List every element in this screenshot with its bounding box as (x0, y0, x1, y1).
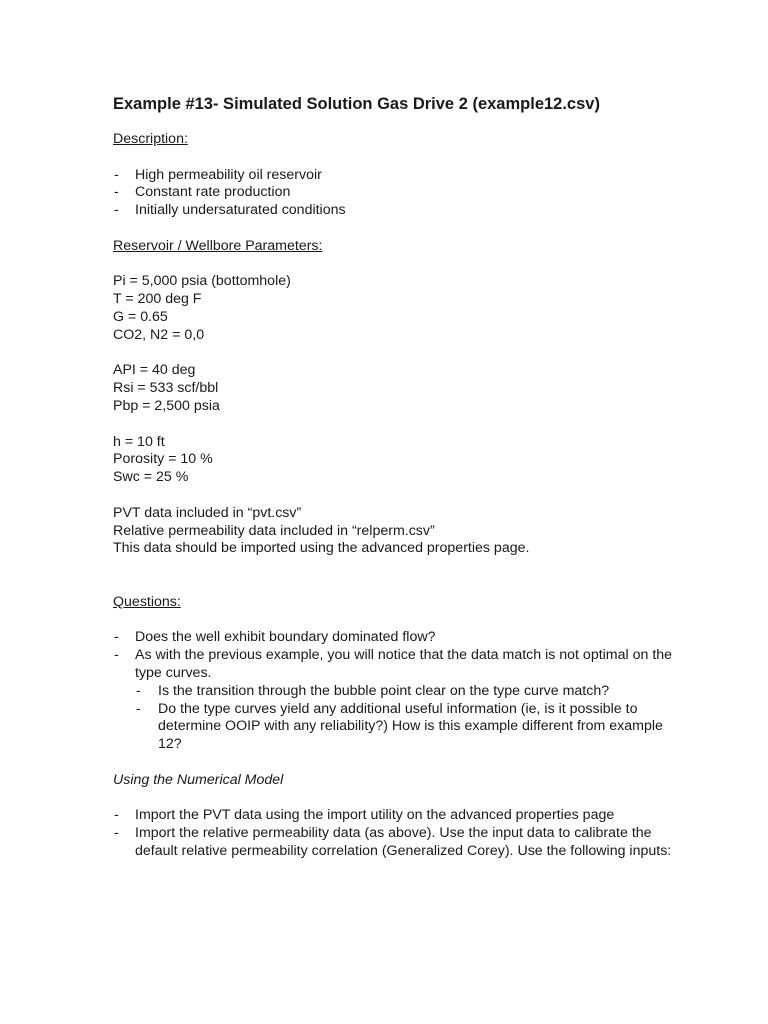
parameter-line: CO2, N2 = 0,0 (113, 326, 205, 343)
data-note: PVT data included in “pvt.csv” (113, 504, 302, 521)
parameter-line: Pbp = 2,500 psia (113, 397, 220, 414)
list-item: - High permeability oil reservoir (113, 167, 673, 185)
document-page (113, 94, 673, 861)
parameter-line: API = 40 deg (113, 362, 196, 379)
data-note: Relative permeability data included in “relperm.csv” (113, 522, 435, 539)
parameter-line: Swc = 25 % (113, 469, 189, 486)
questions-list (113, 629, 673, 754)
list-item: - Does the well exhibit boundary dominated flow? (113, 629, 673, 647)
list-item (113, 647, 673, 754)
list-item: - Initially undersaturated conditions (113, 202, 673, 220)
parameters-heading: Reservoir / Wellbore Parameters: (113, 237, 323, 254)
parameter-line: T = 200 deg F (113, 291, 202, 308)
list-item-text: As with the previous example, you will notice that the data match is not optimal on the type curves. (135, 647, 673, 681)
list-item: - Constant rate production (113, 184, 673, 202)
sub-list-item: - Do the type curves yield any additional useful information (ie, is it possible to determine OOIP with any reliability?) How is this example different from example 12? (135, 701, 673, 754)
data-note: This data should be imported using the advanced properties page. (113, 540, 530, 557)
parameter-line: h = 10 ft (113, 433, 165, 450)
sub-list-item: - Is the transition through the bubble point clear on the type curve match? (135, 683, 673, 701)
parameter-line: Pi = 5,000 psia (bottomhole) (113, 273, 291, 290)
parameter-line: Porosity = 10 % (113, 451, 213, 468)
page-title: Example #13- Simulated Solution Gas Drive 2 (example12.csv) (113, 95, 600, 113)
numerical-list (113, 807, 673, 860)
questions-heading: Questions: (113, 593, 181, 610)
parameter-line: Rsi = 533 scf/bbl (113, 380, 219, 397)
questions-sublist (135, 683, 673, 754)
description-list (113, 167, 673, 220)
parameter-line: G = 0.65 (113, 308, 168, 325)
list-item: - Import the relative permeability data (as above). Use the input data to calibrate the default relative permeability correlation (Generalized Corey). Use the following inputs: (113, 825, 673, 861)
numerical-heading: Using the Numerical Model (113, 771, 284, 788)
description-heading: Description: (113, 131, 188, 147)
list-item: - Import the PVT data using the import utility on the advanced properties page (113, 807, 673, 825)
